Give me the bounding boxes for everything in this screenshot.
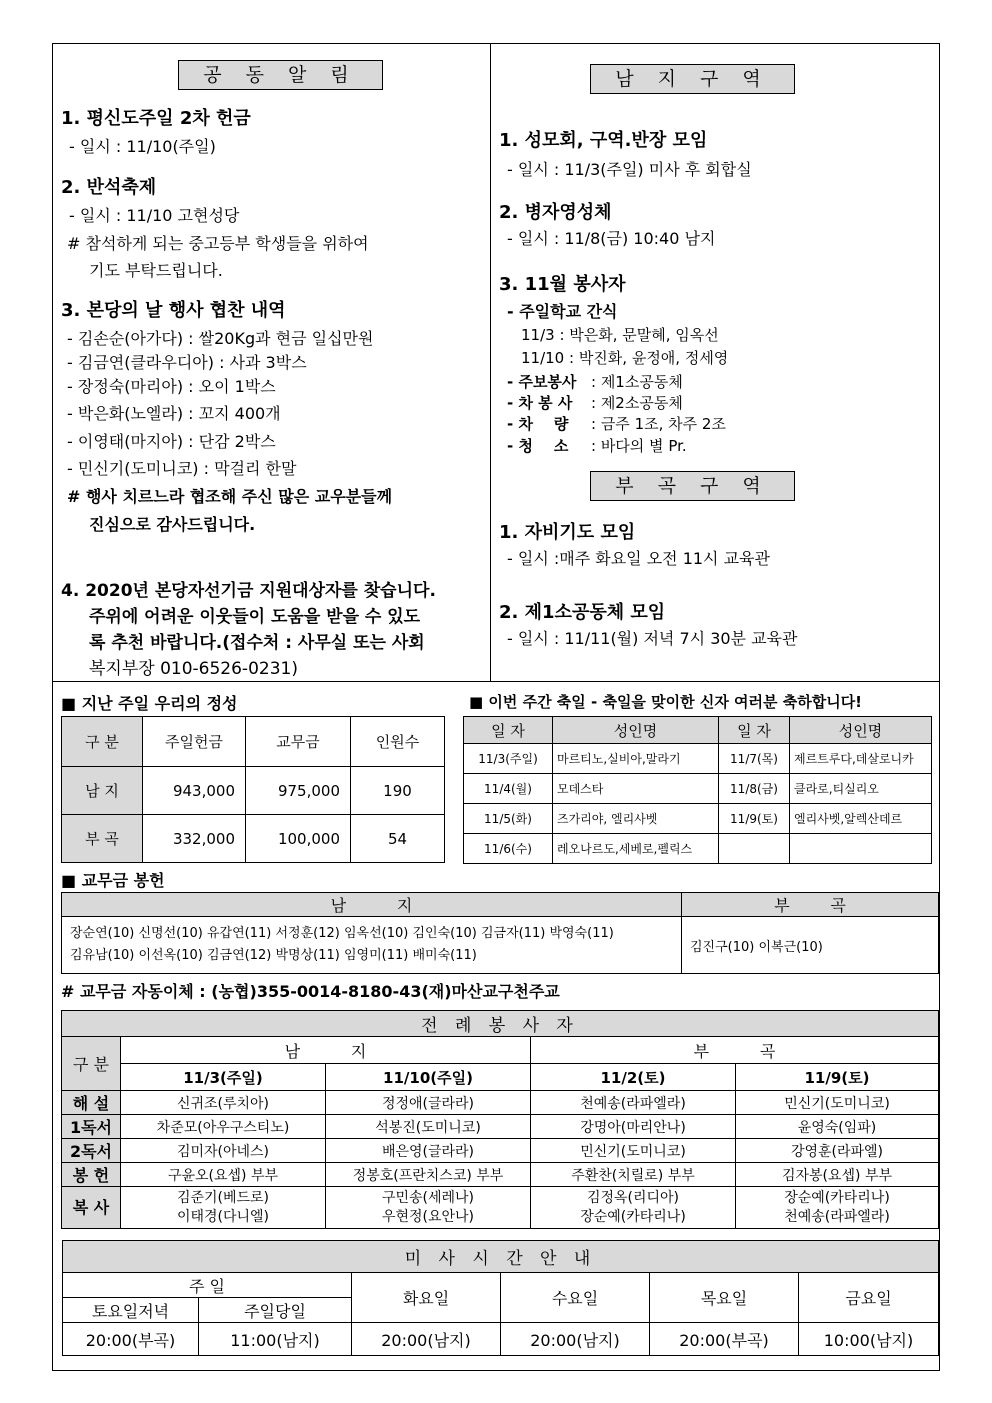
notice-1-title: 1. 평신도주일 2차 헌금 [61,108,251,129]
namji-1-line: - 일시 : 11/3(주일) 미사 후 회합실 [507,160,752,179]
table-cell: 11:00(남지) [199,1323,352,1356]
table-cell: 김자봉(요셉) 부부 [736,1163,939,1187]
notice-4-line-4: 복지부장 010-6526-0231) [89,659,298,679]
table-cell: 20:00(남지) [352,1323,501,1356]
table-header: 주 일 [63,1273,352,1298]
role-label: - 차 량 [507,415,569,433]
table-cell: 11/7(목) [719,744,790,774]
role-label: - 주보봉사 [507,373,577,391]
table-cell: 배은영(글라라) [326,1139,531,1163]
table-cell: 11/5(화) [464,804,553,834]
table-cell: 20:00(부곡) [63,1323,199,1356]
bugok-1-title: 1. 자비기도 모임 [499,522,636,543]
table-cell: 남 지 [62,767,143,815]
bulletin-page [52,43,940,1371]
table-cell: 332,000 [143,815,246,863]
table-cell: 천예송(라파엘라) [531,1091,736,1115]
table-cell: 차준모(아우구스티노) [121,1115,326,1139]
table-header: 성인명 [790,717,932,744]
list-item: - 이영태(마지아) : 단감 2박스 [67,432,276,451]
notice-2-line: - 일시 : 11/10 고현성당 [69,206,240,225]
table-cell: 마르티노,실비아,말라기 [553,744,719,774]
table-cell: 모데스타 [553,774,719,804]
table-header: 목요일 [650,1273,799,1323]
column-divider [490,44,491,681]
notice-2-note-2: 기도 부탁드립니다. [89,261,223,280]
table-header: 구 분 [62,1037,121,1091]
role-value: : 바다의 별 Pr. [591,437,687,455]
table-cell: 김미자(아네스) [121,1139,326,1163]
table-cell [62,917,682,974]
table-header: 주일당일 [199,1298,352,1323]
table-cell: 제르트루다,데살로니카 [790,744,932,774]
server-name: 장순예(카타리나) [580,1208,686,1225]
list-item: - 장정숙(마리아) : 오이 1박스 [67,377,276,396]
notice-3-title: 3. 본당의 날 행사 협찬 내역 [61,300,286,321]
table-cell: 190 [351,767,445,815]
table-cell: 정정애(글라라) [326,1091,531,1115]
role-label: - 차 봉 사 [507,394,573,412]
bugok-2-line: - 일시 : 11/11(월) 저녁 7시 30분 교육관 [507,629,798,648]
namji-1-title: 1. 성모회, 구역.반장 모임 [499,130,708,151]
table-cell: 김진구(10) 이복근(10) [682,917,939,974]
table-cell: 석봉진(도미니코) [326,1115,531,1139]
liturgy-table [61,1010,939,1229]
dues-heading: ■ 교무금 봉헌 [61,871,165,890]
table-cell: 강영훈(라파엘) [736,1139,939,1163]
table-cell [326,1187,531,1229]
table-cell [121,1187,326,1229]
mass-table [62,1240,939,1356]
table-cell [719,834,790,864]
namji-2-title: 2. 병자영성체 [499,202,612,223]
table-cell: 복 사 [62,1187,121,1229]
server-name: 장순예(카타리나) [784,1189,890,1206]
table-header: 11/9(토) [736,1064,939,1091]
list-item: - 박은화(노엘라) : 꼬지 400개 [67,404,281,423]
notice-2-note: # 참석하게 되는 중고등부 학생들을 위하여 [67,234,369,253]
dues-table [61,892,939,974]
table-cell: 975,000 [246,767,351,815]
table-header: 11/3(주일) [121,1064,326,1091]
table-cell: 11/9(토) [719,804,790,834]
bugok-title: 부 곡 구 역 [590,471,795,501]
namji-3-date-2: 11/10 : 박진화, 윤정애, 정세영 [521,349,729,367]
table-header: 남 지 [62,893,682,917]
notice-3-note-2: 진심으로 감사드립니다. [89,515,256,534]
table-cell [736,1187,939,1229]
table-cell: 레오나르도,세베로,펠릭스 [553,834,719,864]
role-value: : 제1소공동체 [591,373,683,391]
table-header: 일 자 [464,717,553,744]
table-header: 주일헌금 [143,717,246,767]
table-header: 화요일 [352,1273,501,1323]
table-cell [531,1187,736,1229]
role-label: - 청 소 [507,437,569,455]
table-cell: 54 [351,815,445,863]
notice-3-note: # 행사 치르느라 협조해 주신 많은 교우분들께 [67,487,393,506]
table-cell: 1독서 [62,1115,121,1139]
list-item: - 민신기(도미니코) : 막걸리 한말 [67,459,297,478]
namji-3-title: 3. 11월 봉사자 [499,274,626,295]
server-name: 우현정(요안나) [381,1208,475,1225]
namji-3-sub: - 주일학교 간식 [507,302,618,321]
namji-title: 남 지 구 역 [590,64,795,94]
notice-2-title: 2. 반석축제 [61,177,157,198]
table-cell: 부 곡 [62,815,143,863]
table-header: 토요일저녁 [63,1298,199,1323]
server-name: 구민송(세레나) [381,1189,475,1206]
role-value: : 제2소공동체 [591,394,683,412]
table-cell: 민신기(도미니코) [736,1091,939,1115]
namji-3-date-1: 11/3 : 박은화, 문말혜, 임옥선 [521,326,719,344]
table-header: 성인명 [553,717,719,744]
dues-namji-line-1: 장순연(10) 신명선(10) 유갑연(11) 서정훈(12) 임옥선(10) 김인숙(10) 김금자(11) 박영숙(11) [70,926,614,941]
autopay-note: # 교무금 자동이체 : (농협)355-0014-8180-43(재)마산교구천주교 [61,982,560,1001]
server-name: 김정옥(리디아) [586,1189,680,1206]
offering-heading: ■ 지난 주일 우리의 정성 [61,694,238,713]
role-value: : 금주 1조, 차주 2조 [591,415,726,433]
bugok-2-title: 2. 제1소공동체 모임 [499,602,666,623]
table-cell: 정봉호(프란치스코) 부부 [326,1163,531,1187]
table-cell: 윤영숙(임파) [736,1115,939,1139]
bugok-1-line: - 일시 :매주 화요일 오전 11시 교육관 [507,549,770,568]
feast-heading: ■ 이번 주간 축일 - 축일을 맞이한 신자 여러분 축하합니다! [469,693,863,711]
list-item: - 김손순(아가다) : 쌀20Kg과 현금 일십만원 [67,329,374,348]
notice-4-line-3: 록 추천 바랍니다.(접수처 : 사무실 또는 사회 [89,633,425,653]
notice-1-line: - 일시 : 11/10(주일) [69,137,216,156]
table-cell: 20:00(남지) [501,1323,650,1356]
table-cell [790,834,932,864]
table-cell: 20:00(부곡) [650,1323,799,1356]
table-cell: 11/3(주일) [464,744,553,774]
table-header: 교무금 [246,717,351,767]
table-cell: 11/4(월) [464,774,553,804]
offering-table [61,716,445,863]
table-cell: 해 설 [62,1091,121,1115]
list-item: - 김금연(클라우디아) : 사과 3박스 [67,353,307,372]
table-cell: 민신기(도미니코) [531,1139,736,1163]
table-header: 남 지 [121,1037,531,1064]
table-cell: 2독서 [62,1139,121,1163]
table-cell: 10:00(남지) [799,1323,939,1356]
table-cell: 100,000 [246,815,351,863]
table-header: 부 곡 [682,893,939,917]
table-header: 11/10(주일) [326,1064,531,1091]
table-header: 일 자 [719,717,790,744]
table-cell: 클라로,티실리오 [790,774,932,804]
table-header: 인원수 [351,717,445,767]
table-cell: 11/6(수) [464,834,553,864]
liturgy-title: 전 례 봉 사 자 [62,1011,939,1037]
table-cell: 강명아(마리안나) [531,1115,736,1139]
table-header: 11/2(토) [531,1064,736,1091]
table-cell: 봉 헌 [62,1163,121,1187]
section-divider [53,681,939,682]
table-cell: 신귀조(루치아) [121,1091,326,1115]
mass-title: 미 사 시 간 안 내 [63,1241,939,1273]
feast-table [463,716,932,864]
table-header: 구 분 [62,717,143,767]
table-header: 부 곡 [531,1037,939,1064]
server-name: 김준기(베드로) [176,1189,270,1206]
server-name: 천예송(라파엘라) [784,1208,890,1225]
notice-4-line-1: 4. 2020년 본당자선기금 지원대상자를 찾습니다. [61,581,436,601]
namji-2-line: - 일시 : 11/8(금) 10:40 남지 [507,229,716,248]
table-cell: 943,000 [143,767,246,815]
notice-4-line-2: 주위에 어려운 이웃들이 도움을 받을 수 있도 [89,607,421,627]
table-header: 금요일 [799,1273,939,1323]
server-name: 이태경(다니엘) [176,1208,270,1225]
table-cell: 즈가리야, 엘리사벳 [553,804,719,834]
table-cell: 구윤오(요셉) 부부 [121,1163,326,1187]
notice-title: 공 동 알 림 [178,60,383,90]
dues-namji-line-2: 김유남(10) 이선옥(10) 김금연(12) 박명상(11) 임영미(11) 배미숙(11) [70,948,477,963]
table-header: 수요일 [501,1273,650,1323]
table-cell: 11/8(금) [719,774,790,804]
table-cell: 엘리사벳,알렉산데르 [790,804,932,834]
table-cell: 주환찬(치릴로) 부부 [531,1163,736,1187]
